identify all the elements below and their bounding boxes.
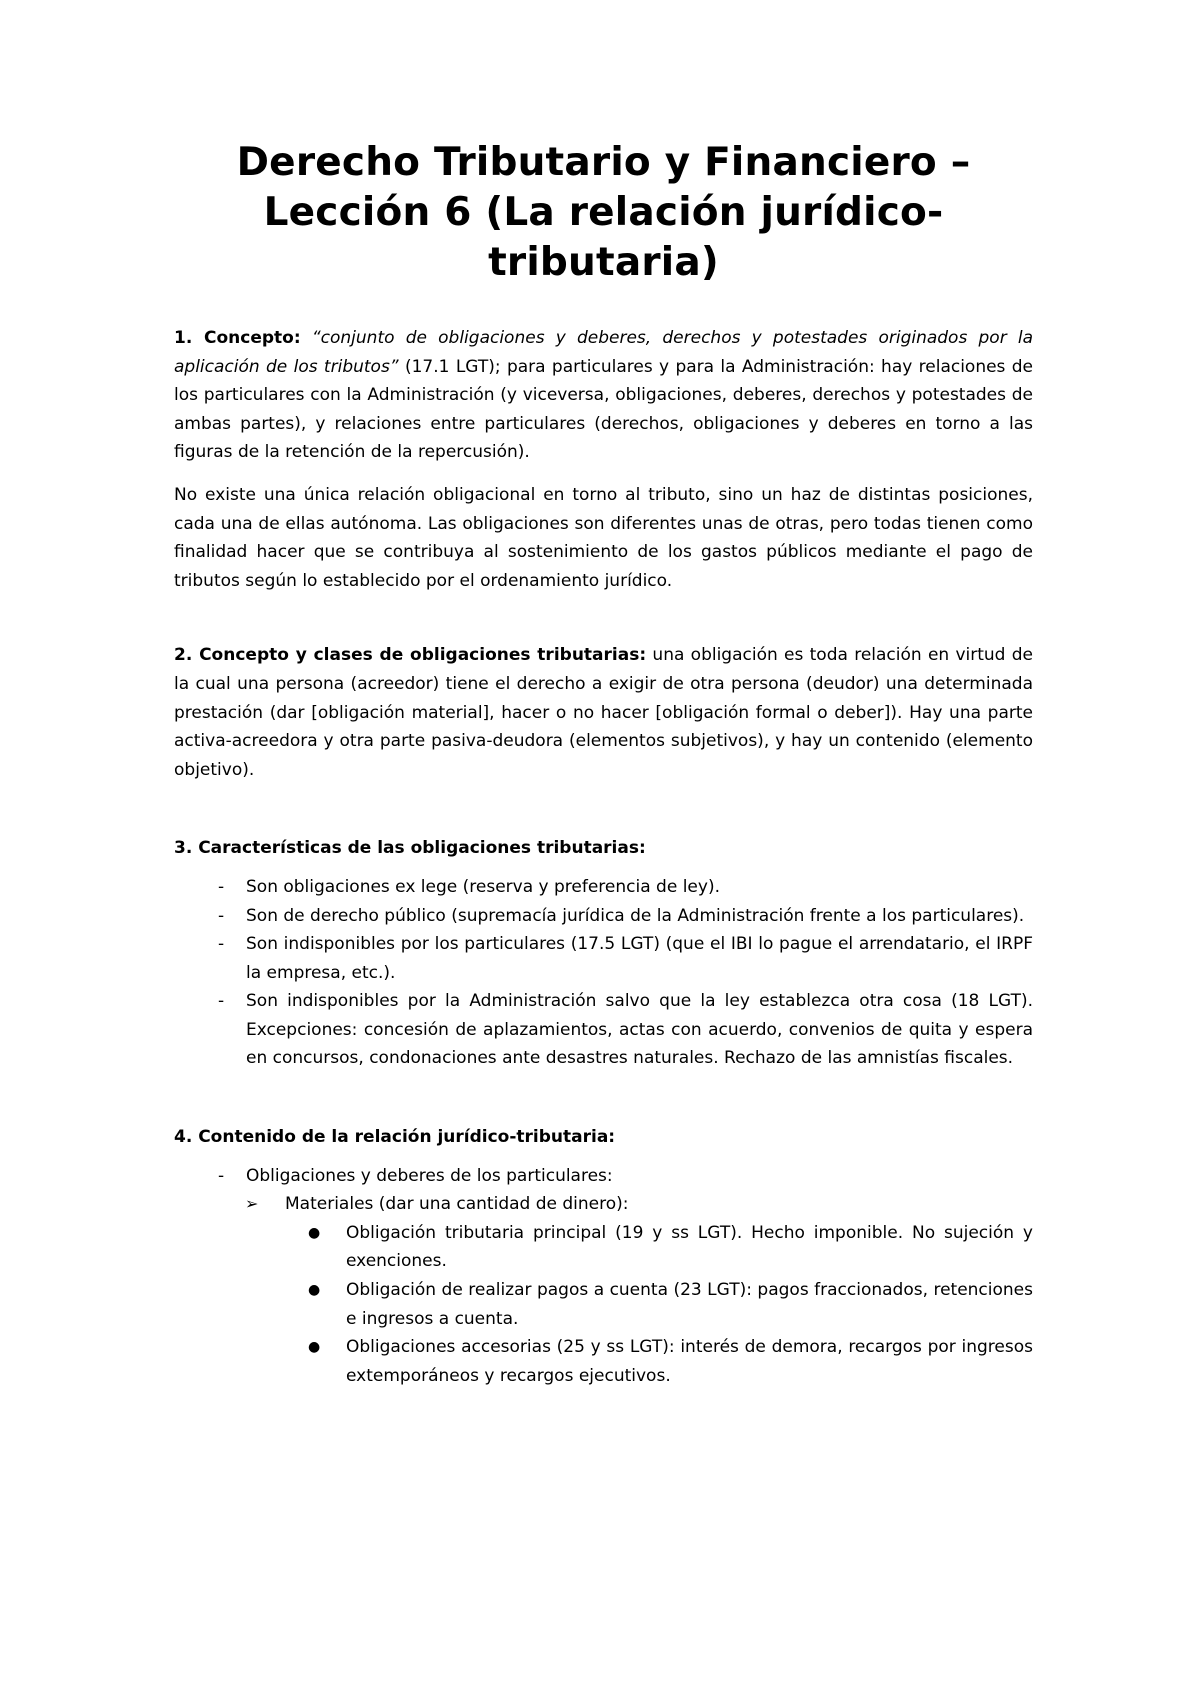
- list-item: - Son de derecho público (supremacía jurídica de la Administración frente a los particulares).: [174, 902, 1033, 931]
- bullet-point: ● Obligación tributaria principal (19 y ss LGT). Hecho imponible. No sujeción y exenciones.: [282, 1219, 1033, 1276]
- section-4-list: [174, 1162, 1033, 1191]
- section-4-points: [174, 1219, 1033, 1391]
- dash-marker: -: [218, 876, 225, 897]
- list-item: - Son indisponibles por los particulares (17.5 LGT) (que el IBI lo pague el arrendatario, el IRPF la empresa, etc.).: [174, 930, 1033, 987]
- section-1-paragraph: [174, 324, 1033, 467]
- section-2-text: una obligación es toda relación en virtud de la cual una persona (acreedor) tiene el derecho a exigir de otra persona (deudor) una determinada prestación (dar [obligación material], hacer o no hacer [obligación formal o deber]). Hay una parte activa-acreedora y otra parte pasiva-deudora (elementos subjetivos), y hay un contenido (elemento objetivo).: [174, 645, 1033, 780]
- list-item: - Son indisponibles por la Administración salvo que la ley establezca otra cosa (18 LGT). Excepciones: concesión de aplazamientos, actas con acuerdo, convenios de quita y espera en concursos, condonaciones ante desastres naturales. Rechazo de las amnistías fiscales.: [174, 987, 1033, 1073]
- section-2-heading: 2. Concepto y clases de obligaciones tributarias:: [174, 645, 647, 666]
- dash-marker: -: [218, 905, 225, 926]
- section-3-list: [174, 873, 1033, 1073]
- section-2-paragraph: [174, 641, 1033, 784]
- bullet-point: ● Obligación de realizar pagos a cuenta (23 LGT): pagos fraccionados, retenciones e ingresos a cuenta.: [282, 1276, 1033, 1333]
- sublist-item: ➢ Materiales (dar una cantidad de dinero):: [213, 1190, 1033, 1219]
- list-item: - Son obligaciones ex lege (reserva y preferencia de ley).: [174, 873, 1033, 902]
- section-1-text: (17.1 LGT); para particulares y para la Administración: hay relaciones de los particulares con la Administración (y viceversa, obligaciones, deberes, derechos y potestades de ambas partes), y relaciones entre particulares (derechos, obligaciones y deberes en torno a las figuras de la retención de la repercusión).: [174, 356, 1034, 463]
- section-4-heading: 4. Contenido de la relación jurídico-tributaria:: [174, 1127, 616, 1148]
- section-3-heading: 3. Características de las obligaciones tributarias:: [174, 838, 646, 859]
- bullet-dot-icon: ●: [308, 1282, 321, 1299]
- section-1-quote: “conjunto de obligaciones y deberes, derechos y potestades originados por la aplicación de los tributos”: [174, 328, 1034, 377]
- document-title: Derecho Tributario y Financiero – Lección 6 (La relación jurídico-tributaria): [236, 140, 971, 285]
- list-item: - Obligaciones y deberes de los particulares:: [174, 1162, 1033, 1191]
- section-4-sublist: [174, 1190, 1033, 1219]
- bullet-point: ● Obligaciones accesorias (25 y ss LGT): interés de demora, recargos por ingresos extemporáneos y recargos ejecutivos.: [282, 1333, 1033, 1390]
- dash-marker: -: [218, 1165, 225, 1186]
- dash-marker: -: [218, 991, 225, 1012]
- bullet-dot-icon: ●: [308, 1339, 321, 1356]
- section-1-paragraph-2: No existe una única relación obligacional en torno al tributo, sino un haz de distintas posiciones, cada una de ellas autónoma. Las obligaciones son diferentes unas de otras, pero todas tienen como finalidad hacer que se contribuya al sostenimiento de los gastos públicos mediante el pago de tributos según lo establecido por el ordenamiento jurídico.: [174, 484, 1033, 591]
- arrow-bullet-icon: ➢: [245, 1194, 259, 1214]
- section-1-heading: 1. Concepto:: [174, 328, 301, 348]
- bullet-dot-icon: ●: [308, 1224, 321, 1241]
- dash-marker: -: [218, 934, 225, 955]
